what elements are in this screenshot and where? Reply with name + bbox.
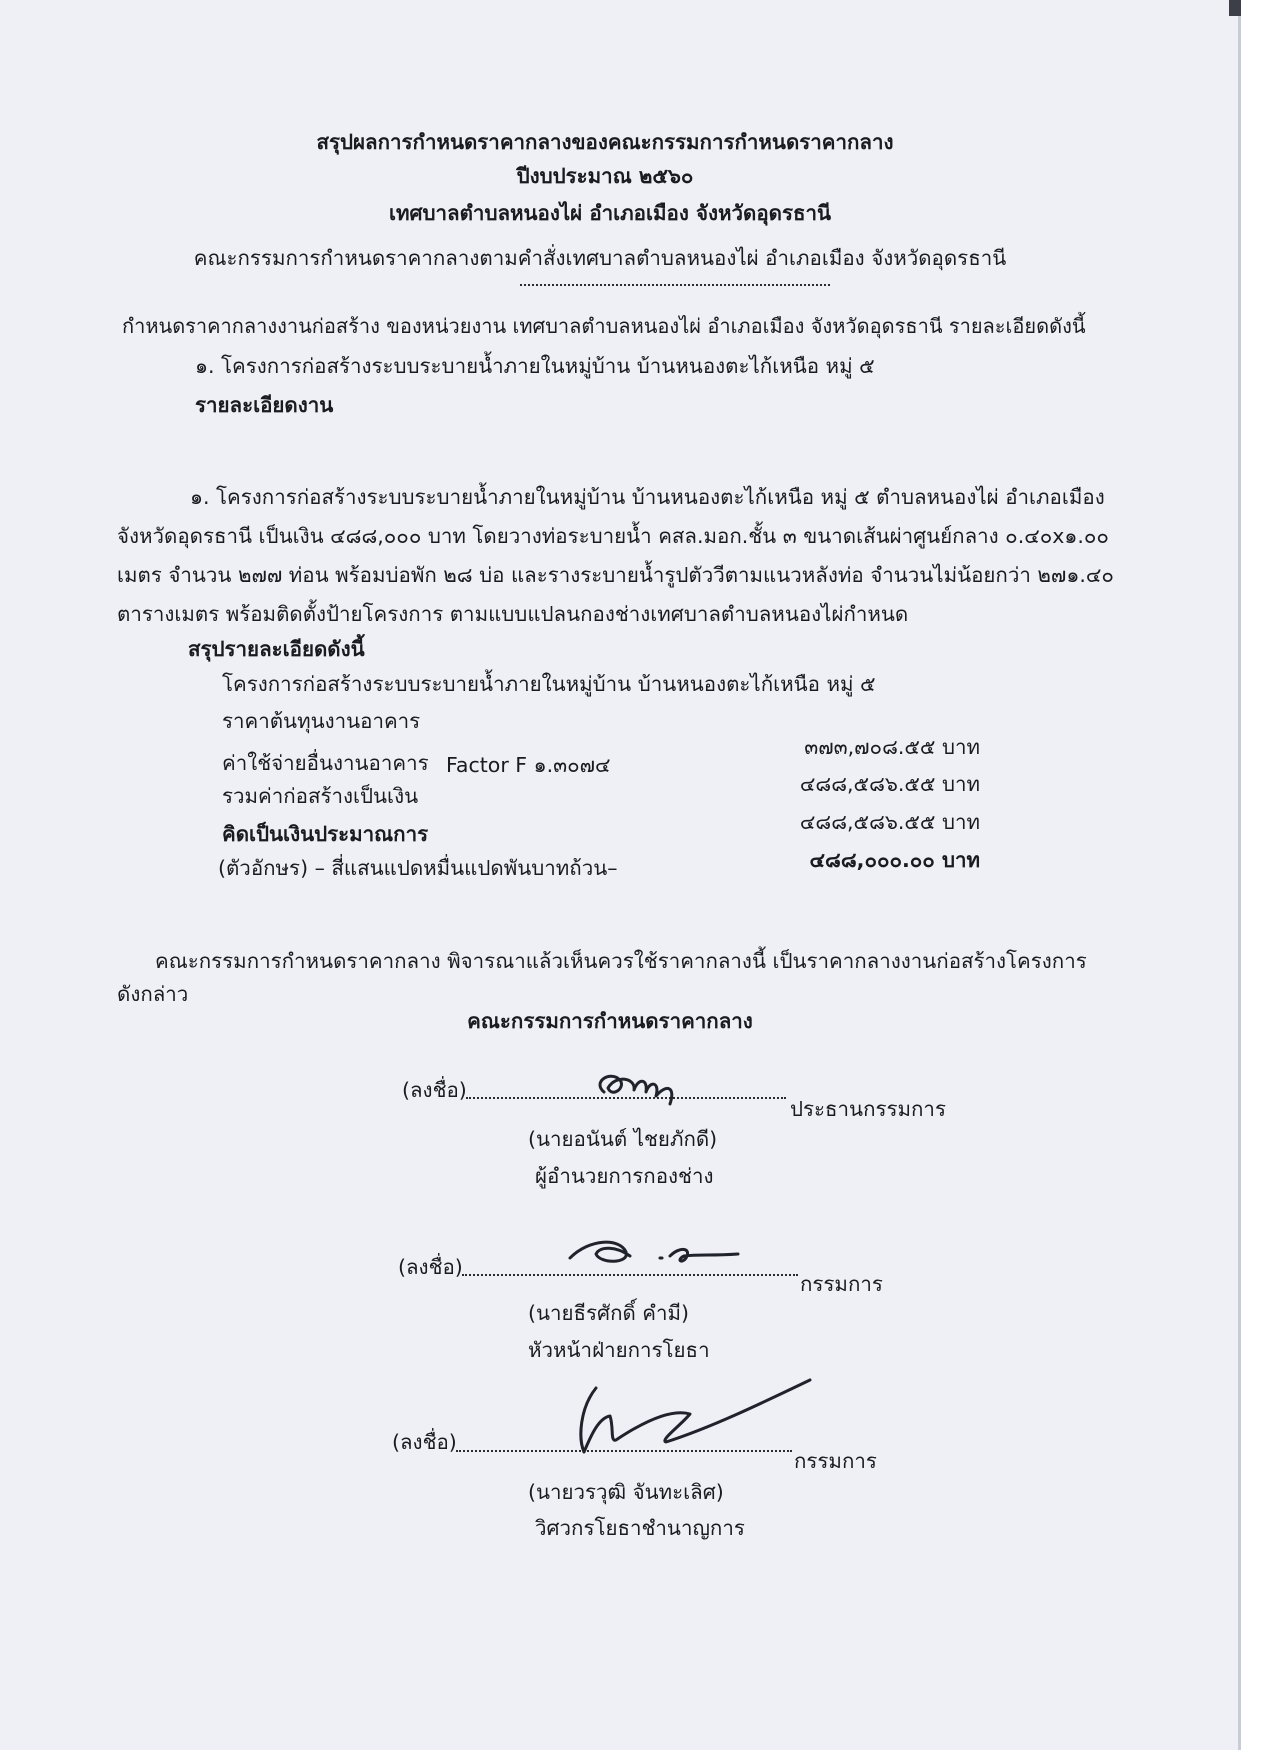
organization-line: เทศบาลตำบลหนองไผ่ อำเภอเมือง จังหวัดอุดรธานี bbox=[389, 201, 831, 225]
page-edge-line bbox=[1238, 0, 1241, 1750]
conclusion-line-1: คณะกรรมการกำหนดราคากลาง พิจารณาแล้วเห็นควรใช้ราคากลางนี้ เป็นราคากลางงานก่อสร้างโครงการ bbox=[155, 949, 1087, 973]
factor-value: Factor F ๑.๓๐๗๔ bbox=[446, 753, 611, 777]
sign-prefix: (ลงชื่อ) bbox=[392, 1430, 457, 1454]
project-line: ๑. โครงการก่อสร้างระบบระบายน้ำภายในหมู่บ้าน บ้านหนองตะไก้เหนือ หมู่ ๕ bbox=[195, 354, 875, 378]
summary-row-value: ๔๘๘,๕๘๖.๕๕ บาท bbox=[799, 772, 980, 796]
sign-prefix: (ลงชื่อ) bbox=[402, 1078, 467, 1102]
conclusion-line-2 bbox=[117, 952, 189, 1006]
member-name: (นายธีรศักดิ์ คำมี) bbox=[528, 1301, 690, 1325]
member-role: ประธานกรรมการ bbox=[790, 1097, 946, 1121]
scan-corner-mark bbox=[1229, 0, 1241, 16]
sign-prefix: (ลงชื่อ) bbox=[398, 1255, 463, 1279]
signature-image bbox=[570, 1368, 820, 1468]
summary-row-label: คิดเป็นเงินประมาณการ bbox=[222, 822, 429, 846]
details-heading: รายละเอียดงาน bbox=[195, 393, 334, 417]
summary-project-name: โครงการก่อสร้างระบบระบายน้ำภายในหมู่บ้าน บ้านหนองตะไก้เหนือ หมู่ ๕ bbox=[222, 672, 876, 696]
amount-in-words: (ตัวอักษร) – สี่แสนแปดหมื่นแปดพันบาทถ้วน– bbox=[218, 856, 618, 880]
member-position: วิศวกรโยธาชำนาญการ bbox=[535, 1516, 745, 1540]
header-divider bbox=[520, 284, 830, 286]
details-line-2: จังหวัดอุดรธานี เป็นเงิน ๔๘๘,๐๐๐ บาท โดยวางท่อระบายน้ำ คสล.มอก.ชั้น ๓ ขนาดเส้นผ่าศูนย์กลาง ๐.๔๐x๑.๐๐ bbox=[117, 524, 1109, 548]
summary-heading: สรุปรายละเอียดดังนี้ bbox=[188, 637, 365, 661]
summary-row-label: รวมค่าก่อสร้างเป็นเงิน bbox=[222, 784, 419, 808]
fiscal-year: ปีงบประมาณ ๒๕๖๐ bbox=[516, 164, 694, 188]
member-role: กรรมการ bbox=[794, 1449, 877, 1473]
committee-order-line: คณะกรรมการกำหนดราคากลางตามคำสั่งเทศบาลตำบลหนองไผ่ อำเภอเมือง จังหวัดอุดรธานี bbox=[193, 246, 1007, 270]
estimated-total: ๔๘๘,๐๐๐.๐๐ บาท bbox=[809, 848, 980, 872]
signature-image bbox=[590, 1060, 690, 1110]
summary-row-value: ๔๘๘,๕๘๖.๕๕ บาท bbox=[799, 810, 980, 834]
member-name: (นายวรวุฒิ จันทะเลิศ) bbox=[528, 1480, 724, 1504]
member-position: หัวหน้าฝ่ายการโยธา bbox=[528, 1338, 710, 1362]
summary-row-label: ค่าใช้จ่ายอื่นงานอาคาร bbox=[222, 751, 429, 775]
member-name: (นายอนันต์ ไชยภักดี) bbox=[528, 1127, 718, 1151]
intro-line: กำหนดราคากลางงานก่อสร้าง ของหน่วยงาน เทศบาลตำบลหนองไผ่ อำเภอเมือง จังหวัดอุดรธานี รายละเอียดดังนี้ bbox=[122, 314, 1086, 338]
document-title: สรุปผลการกำหนดราคากลางของคณะกรรมการกำหนดราคากลาง bbox=[316, 130, 894, 154]
committee-heading: คณะกรรมการกำหนดราคากลาง bbox=[467, 1009, 753, 1033]
signature-image bbox=[560, 1228, 760, 1278]
conclusion-line-2-text: ดังกล่าว bbox=[117, 982, 189, 1006]
summary-row-value: ๓๗๓,๗๐๘.๕๕ บาท bbox=[804, 735, 980, 759]
details-line-3: เมตร จำนวน ๒๗๗ ท่อน พร้อมบ่อพัก ๒๘ บ่อ และรางระบายน้ำรูปตัววีตามแนวหลังท่อ จำนวนไม่น้อยกว่า ๒๗๑.๔๐ bbox=[117, 563, 1114, 587]
details-line-4: ตารางเมตร พร้อมติดตั้งป้ายโครงการ ตามแบบแปลนกองช่างเทศบาลตำบลหนองไผ่กำหนด bbox=[117, 602, 909, 626]
details-line-1: ๑. โครงการก่อสร้างระบบระบายน้ำภายในหมู่บ้าน บ้านหนองตะไก้เหนือ หมู่ ๕ ตำบลหนองไผ่ อำเภอเมือง bbox=[190, 485, 1105, 509]
summary-row-label: ราคาต้นทุนงานอาคาร bbox=[222, 709, 421, 733]
member-role: กรรมการ bbox=[800, 1272, 883, 1296]
member-position: ผู้อำนวยการกองช่าง bbox=[535, 1164, 714, 1188]
page-edge bbox=[1241, 0, 1275, 1750]
